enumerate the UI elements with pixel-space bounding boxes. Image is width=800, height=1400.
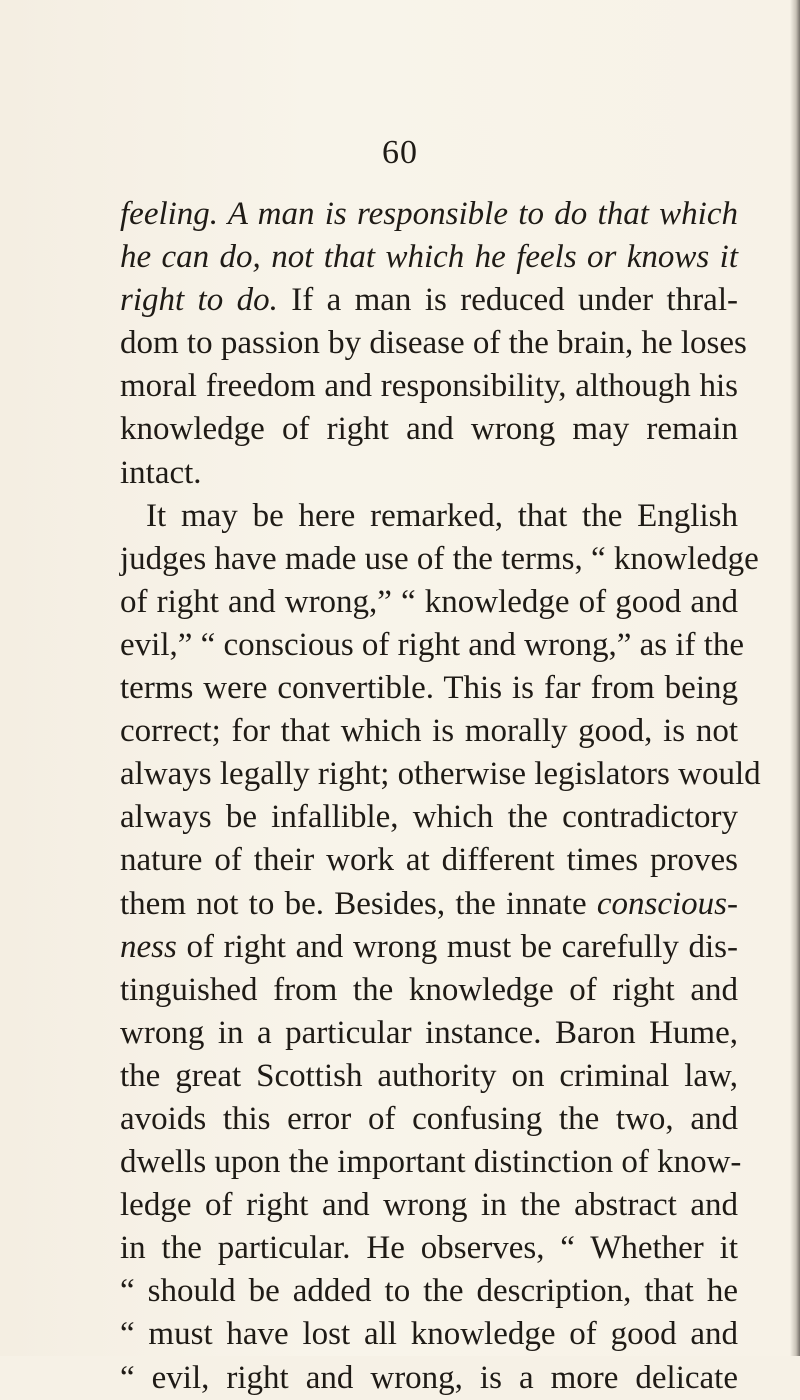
text-line (120, 839, 738, 882)
text-line (120, 1055, 738, 1098)
text-line (120, 452, 738, 495)
text-run: “ must have lost all knowledge of good and (120, 1316, 738, 1353)
body-text (120, 193, 761, 1400)
text-run: avoids this error of confusing the two, and (120, 1100, 738, 1137)
italic-text-run: conscious- (596, 885, 738, 922)
text-line (120, 236, 738, 279)
text-line (120, 495, 738, 538)
text-run: ledge of right and wrong in the abstract and (120, 1187, 738, 1224)
text-run: wrong in a particular instance. Baron Hume, (120, 1014, 738, 1051)
text-line (120, 581, 738, 624)
text-run: nature of their work at different times proves (120, 842, 738, 879)
text-run: dom to passion by disease of the brain, he loses (120, 325, 747, 362)
italic-text-run: ness (120, 928, 177, 965)
text-line (120, 538, 759, 581)
text-run: of right and wrong,” “ knowledge of good and (120, 583, 738, 620)
text-run: “ evil, right and wrong, is a more delicate (120, 1359, 738, 1396)
text-line (120, 365, 738, 408)
text-line (120, 1313, 738, 1356)
text-line (120, 710, 738, 753)
text-line (120, 322, 747, 365)
text-line (120, 1098, 738, 1141)
text-line (120, 408, 738, 451)
text-line (120, 926, 738, 969)
text-line (120, 624, 745, 667)
text-run: moral freedom and responsibility, although his (120, 368, 738, 405)
italic-text-run: feeling. A man is responsible to do that which (120, 196, 738, 232)
text-line (120, 753, 761, 796)
text-run: evil,” “ conscious of right and wrong,” as if the (120, 626, 745, 663)
italic-text-run: he can do, not that which he feels or knows it (120, 239, 738, 276)
text-run: It may be here remarked, that the English (146, 497, 738, 534)
text-run: knowledge of right and wrong may remain (120, 411, 738, 448)
text-run: correct; for that which is morally good, is not (120, 713, 738, 750)
page-edge-shadow (790, 0, 800, 1356)
text-line (120, 1357, 738, 1400)
text-line (120, 279, 738, 322)
text-line (120, 1270, 738, 1313)
text-line (120, 796, 738, 839)
text-line (120, 1184, 738, 1227)
text-run: always legally right; otherwise legislators would (120, 756, 761, 793)
text-line (120, 1141, 742, 1184)
text-run: dwells upon the important distinction of know- (120, 1144, 742, 1181)
text-line (120, 969, 738, 1012)
text-run: If a man is reduced under thral- (277, 282, 738, 319)
text-run: terms were convertible. This is far from being (120, 670, 738, 707)
text-run: intact. (120, 454, 202, 491)
text-run: “ should be added to the description, that he (120, 1273, 738, 1310)
page-number: 60 (382, 134, 418, 171)
text-run: them not to be. Besides, the innate (120, 885, 597, 922)
text-line (120, 1012, 738, 1055)
text-run: in the particular. He observes, “ Whether it (120, 1230, 738, 1267)
text-run: always be infallible, which the contradictory (120, 799, 738, 836)
text-line (120, 1227, 738, 1270)
text-line (120, 667, 738, 710)
text-run: judges have made use of the terms, “ knowledge (120, 540, 759, 577)
text-run: tinguished from the knowledge of right and (120, 971, 738, 1008)
text-run: of right and wrong must be carefully dis- (176, 928, 738, 965)
text-run: the great Scottish authority on criminal law, (120, 1057, 738, 1094)
italic-text-run: right to do. (120, 282, 278, 319)
text-line (120, 883, 738, 926)
text-line (120, 193, 738, 236)
